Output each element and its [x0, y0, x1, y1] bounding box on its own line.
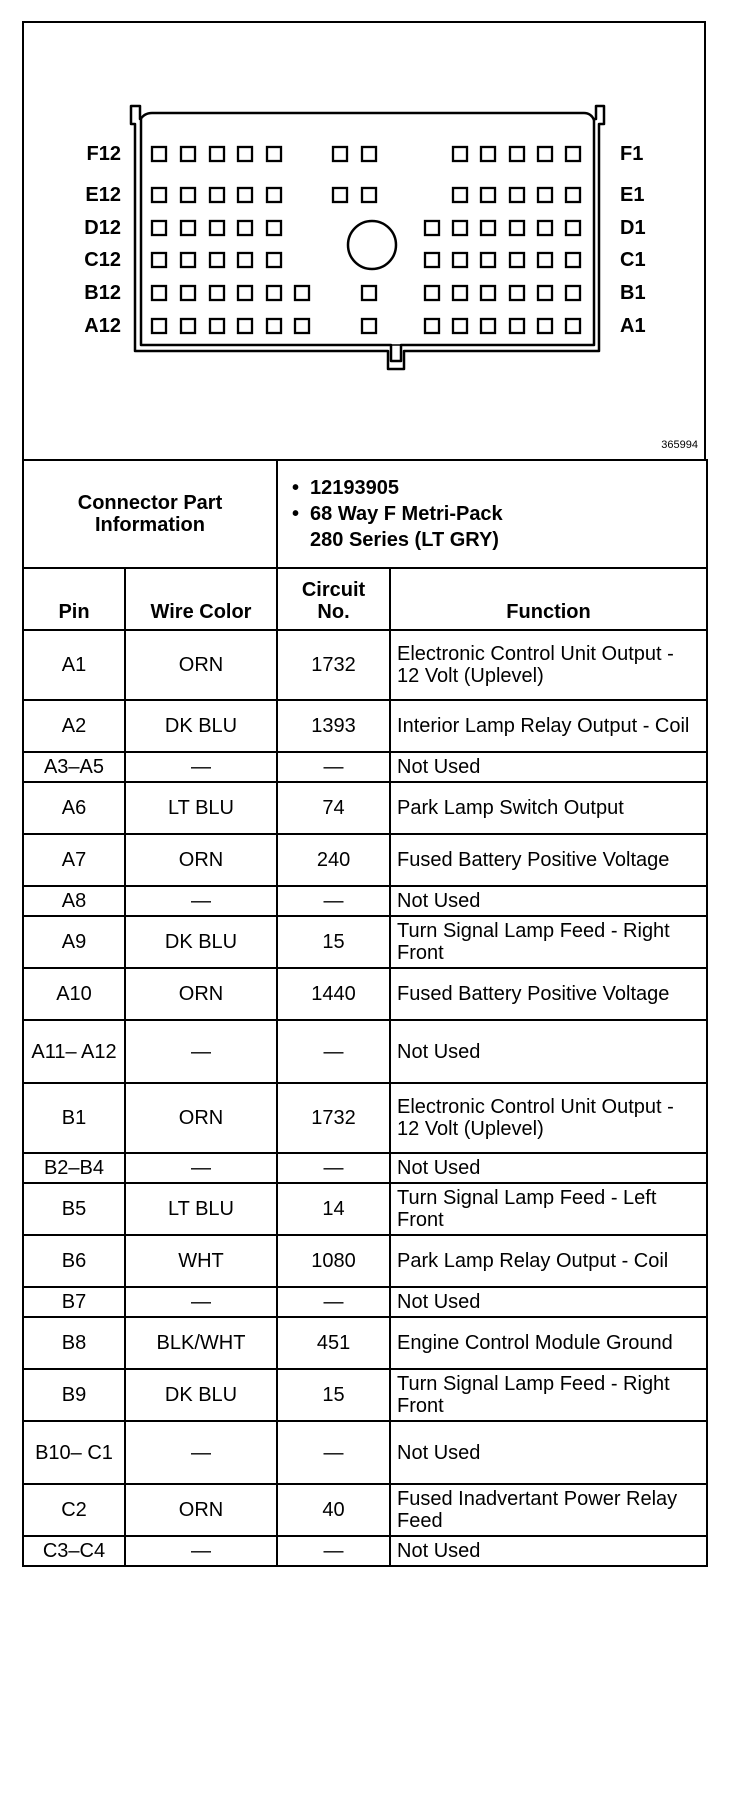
table-row [23, 886, 707, 916]
circuit-cell: — [277, 1536, 390, 1566]
pin-cell: C2 [23, 1484, 125, 1536]
connector-sheet [22, 21, 706, 1567]
wire-color-cell: DK BLU [125, 1369, 277, 1421]
function-cell: Not Used [390, 1421, 707, 1484]
function-cell: Turn Signal Lamp Feed - Left Front [390, 1183, 707, 1235]
circuit-cell: 1080 [277, 1235, 390, 1287]
function-cell: Not Used [390, 886, 707, 916]
pin-cavity [267, 188, 281, 202]
circuit-cell: 15 [277, 916, 390, 968]
pin-cavity [538, 221, 552, 235]
connector-info-row [23, 460, 707, 568]
connector-part-number: 12193905 [310, 477, 399, 499]
pin-cavity [181, 221, 195, 235]
table-row [23, 752, 707, 782]
pin-cavity [425, 319, 439, 333]
pinout-table [22, 459, 708, 1567]
wire-color-cell: ORN [125, 1083, 277, 1153]
pin-cavity [152, 188, 166, 202]
pin-cavity [238, 221, 252, 235]
pin-cavity [425, 286, 439, 300]
circuit-cell: — [277, 752, 390, 782]
pin-cavity [481, 188, 495, 202]
figure-number: 365994 [661, 439, 698, 451]
pin-cavity [538, 286, 552, 300]
pin-cell: A3–A5 [23, 752, 125, 782]
pin-cavity [481, 221, 495, 235]
connector-info-label: Connector Part Information [23, 460, 277, 568]
pin-cavity [510, 147, 524, 161]
row-label-right: D1 [620, 217, 646, 239]
pin-cavity [481, 147, 495, 161]
pin-cavity [481, 319, 495, 333]
wire-color-cell: — [125, 1536, 277, 1566]
wire-color-cell: WHT [125, 1235, 277, 1287]
table-row [23, 1369, 707, 1421]
function-cell: Park Lamp Relay Output - Coil [390, 1235, 707, 1287]
pin-cell: A8 [23, 886, 125, 916]
pin-rows [23, 630, 707, 1566]
pin-cell: A2 [23, 700, 125, 752]
column-header-function: Function [390, 568, 707, 630]
pin-cavity [566, 286, 580, 300]
pin-cavity [453, 253, 467, 267]
pin-cell: B2–B4 [23, 1153, 125, 1183]
row-label-left: A12 [84, 315, 121, 337]
table-row [23, 1153, 707, 1183]
pin-cavity [481, 286, 495, 300]
pin-cavity [295, 319, 309, 333]
pin-cavity [453, 286, 467, 300]
function-cell: Turn Signal Lamp Feed - Right Front [390, 916, 707, 968]
pin-cavity [238, 286, 252, 300]
pin-cavity [510, 286, 524, 300]
pin-cavity [538, 319, 552, 333]
row-label-right: C1 [620, 249, 646, 271]
pin-cavity [238, 319, 252, 333]
pin-cavity [538, 147, 552, 161]
row-label-right: A1 [620, 315, 646, 337]
wire-color-cell: BLK/WHT [125, 1317, 277, 1369]
function-cell: Fused Battery Positive Voltage [390, 968, 707, 1020]
wire-color-cell: ORN [125, 630, 277, 700]
row-label-right: F1 [620, 143, 644, 165]
pin-cavity [425, 253, 439, 267]
pin-cell: A9 [23, 916, 125, 968]
function-cell: Not Used [390, 1536, 707, 1566]
function-cell: Fused Inadvertant Power Relay Feed [390, 1484, 707, 1536]
circuit-cell: — [277, 1287, 390, 1317]
pin-cell: B10– C1 [23, 1421, 125, 1484]
pin-cavity [181, 286, 195, 300]
table-header-row [23, 568, 707, 630]
pin-cell: B1 [23, 1083, 125, 1153]
table-row [23, 1287, 707, 1317]
pin-cavity [538, 188, 552, 202]
circuit-cell: — [277, 886, 390, 916]
pin-cavity [333, 188, 347, 202]
function-cell: Electronic Control Unit Output - 12 Volt (Uplevel) [390, 1083, 707, 1153]
pin-cavity [152, 286, 166, 300]
circuit-cell: — [277, 1020, 390, 1083]
table-row [23, 1183, 707, 1235]
pin-cavity [453, 188, 467, 202]
pin-cavity [152, 253, 166, 267]
wire-color-cell: — [125, 886, 277, 916]
circuit-cell: 1732 [277, 630, 390, 700]
table-row [23, 1235, 707, 1287]
circuit-cell: 40 [277, 1484, 390, 1536]
wire-color-cell: DK BLU [125, 916, 277, 968]
pin-cavity [267, 253, 281, 267]
pin-cavity [267, 147, 281, 161]
function-cell: Turn Signal Lamp Feed - Right Front [390, 1369, 707, 1421]
circuit-cell: — [277, 1153, 390, 1183]
pin-cavity [238, 253, 252, 267]
pin-cell: A7 [23, 834, 125, 886]
pin-cavity [566, 319, 580, 333]
pin-cell: A11– A12 [23, 1020, 125, 1083]
pin-cavity [210, 319, 224, 333]
circuit-cell: — [277, 1421, 390, 1484]
connector-type: 68 Way F Metri-Pack [310, 503, 503, 525]
pin-cavity [566, 147, 580, 161]
pin-cell: B7 [23, 1287, 125, 1317]
function-cell: Interior Lamp Relay Output - Coil [390, 700, 707, 752]
pin-cavity [152, 147, 166, 161]
table-row [23, 700, 707, 752]
wire-color-cell: — [125, 1287, 277, 1317]
wire-color-cell: ORN [125, 834, 277, 886]
circuit-cell: 1440 [277, 968, 390, 1020]
pin-cell: A1 [23, 630, 125, 700]
pin-cavity [181, 188, 195, 202]
wire-color-cell: ORN [125, 968, 277, 1020]
function-cell: Not Used [390, 752, 707, 782]
pin-cell: A6 [23, 782, 125, 834]
row-label-right: B1 [620, 282, 646, 304]
row-label-left: E12 [85, 184, 121, 206]
pin-cavity [210, 253, 224, 267]
row-label-left: C12 [84, 249, 121, 271]
table-row [23, 968, 707, 1020]
wire-color-cell: LT BLU [125, 1183, 277, 1235]
circuit-cell: 74 [277, 782, 390, 834]
connector-series: 280 Series (LT GRY) [310, 529, 499, 551]
pin-cavity [453, 147, 467, 161]
function-cell: Not Used [390, 1287, 707, 1317]
pin-cavity [510, 188, 524, 202]
column-header-circuit: Circuit No. [277, 568, 390, 630]
pin-cell: C3–C4 [23, 1536, 125, 1566]
pin-cavity [267, 319, 281, 333]
connector-info-details: • 12193905 • 68 Way F Metri-Pack 280 Series (LT GRY) [277, 460, 707, 568]
circuit-cell: 451 [277, 1317, 390, 1369]
circuit-cell: 15 [277, 1369, 390, 1421]
pin-cavity [510, 319, 524, 333]
wire-color-cell: — [125, 752, 277, 782]
pin-cell: B9 [23, 1369, 125, 1421]
row-label-left: D12 [84, 217, 121, 239]
pin-cavity [362, 188, 376, 202]
pin-cavity [481, 253, 495, 267]
pin-cavity [362, 147, 376, 161]
pin-cavity [152, 221, 166, 235]
table-row [23, 916, 707, 968]
pin-cell: B8 [23, 1317, 125, 1369]
function-cell: Fused Battery Positive Voltage [390, 834, 707, 886]
wire-color-cell: DK BLU [125, 700, 277, 752]
circuit-cell: 1732 [277, 1083, 390, 1153]
table-row [23, 1317, 707, 1369]
function-cell: Engine Control Module Ground [390, 1317, 707, 1369]
pin-cavity [453, 319, 467, 333]
pin-cavity [362, 286, 376, 300]
function-cell: Electronic Control Unit Output - 12 Volt (Uplevel) [390, 630, 707, 700]
wire-color-cell: — [125, 1020, 277, 1083]
pin-cell: B5 [23, 1183, 125, 1235]
table-row [23, 834, 707, 886]
function-cell: Not Used [390, 1153, 707, 1183]
pin-cavity [238, 188, 252, 202]
pin-cavity [510, 221, 524, 235]
pin-cavity [181, 253, 195, 267]
pin-cavity [362, 319, 376, 333]
pin-cavity [210, 188, 224, 202]
pin-cavity [238, 147, 252, 161]
pin-cavity [210, 221, 224, 235]
pin-cell: B6 [23, 1235, 125, 1287]
column-header-pin: Pin [23, 568, 125, 630]
pin-cavity [566, 221, 580, 235]
pin-cell: A10 [23, 968, 125, 1020]
wire-color-cell: — [125, 1421, 277, 1484]
circuit-cell: 240 [277, 834, 390, 886]
wire-color-cell: — [125, 1153, 277, 1183]
connector-latch-bar [140, 113, 594, 120]
pin-cavity [510, 253, 524, 267]
circuit-cell: 1393 [277, 700, 390, 752]
pin-cavity [566, 188, 580, 202]
table-row [23, 1083, 707, 1153]
table-row [23, 1020, 707, 1083]
pin-cavity [210, 147, 224, 161]
wire-color-cell: ORN [125, 1484, 277, 1536]
pin-cavity [267, 286, 281, 300]
function-cell: Park Lamp Switch Output [390, 782, 707, 834]
pin-cavity [538, 253, 552, 267]
function-cell: Not Used [390, 1020, 707, 1083]
table-row [23, 1484, 707, 1536]
connector-locator-circle [348, 221, 396, 269]
connector-face-drawing [24, 23, 708, 461]
pin-cavity [333, 147, 347, 161]
row-label-left: B12 [84, 282, 121, 304]
row-label-right: E1 [620, 184, 645, 206]
pin-cavity [453, 221, 467, 235]
pin-cavity [152, 319, 166, 333]
table-row [23, 1421, 707, 1484]
pin-cavity [181, 147, 195, 161]
pin-cavity [210, 286, 224, 300]
column-header-wire-color: Wire Color [125, 568, 277, 630]
pin-cavity [267, 221, 281, 235]
table-row [23, 1536, 707, 1566]
connector-diagram [22, 21, 706, 459]
pin-cavity [181, 319, 195, 333]
pin-cavity [295, 286, 309, 300]
row-label-left: F12 [86, 143, 121, 165]
table-row [23, 630, 707, 700]
wire-color-cell: LT BLU [125, 782, 277, 834]
circuit-cell: 14 [277, 1183, 390, 1235]
pin-cavity [566, 253, 580, 267]
pin-cavity [425, 221, 439, 235]
table-row [23, 782, 707, 834]
